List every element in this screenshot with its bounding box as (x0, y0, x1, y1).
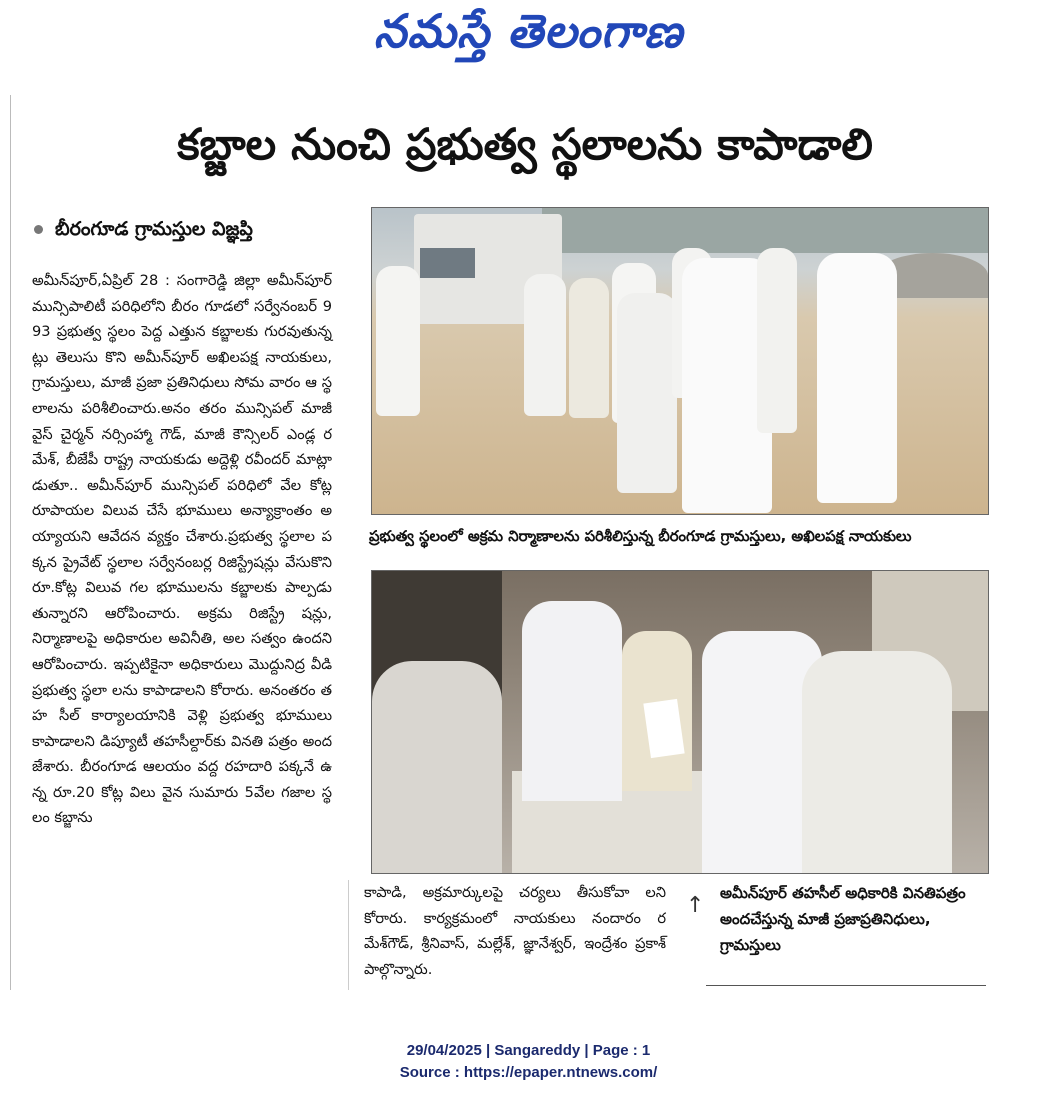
person (817, 253, 897, 503)
footer-date-line: 29/04/2025 | Sangareddy | Page : 1 (406, 1042, 651, 1059)
person (802, 651, 952, 873)
column-divider (348, 880, 349, 990)
building-background (542, 208, 988, 253)
kicker (34, 218, 354, 245)
masthead-logo: నమస్తే తెలంగాణ (373, 4, 684, 58)
site-inspection-photo (371, 207, 989, 515)
footer (0, 1040, 1057, 1084)
article-continuation: కాపాడి, అక్రమార్కులపై చర్యలు తీసుకోవా లని కోరారు. కార్యక్రమంలో నాయకులు నందారం రమేశ్‌గౌడ్, శ్రీనివాస్, మల్లేశ్, జ్ఞానేశ్వర్, ఇంద్రేశం ప్రకాశ్ పాల్గొన్నారు. (364, 884, 666, 978)
masthead (0, 0, 1057, 76)
bullet-icon (34, 225, 43, 234)
kicker-text: బీరంగూడ గ్రామస్తుల విజ్ఞప్తి (55, 218, 253, 240)
up-arrow-icon: ↑ (686, 893, 705, 918)
headline: కబ్జాల నుంచి ప్రభుత్వ స్థలాలను కాపాడాలి (177, 120, 873, 170)
photo2-caption: అమీన్‌పూర్ తహసీల్ అధికారికి వినతిపత్రం అందచేస్తున్న మాజీ ప్రజాప్రతినిధులు, గ్రామస్తులు (720, 884, 966, 954)
caption-rule (706, 985, 986, 986)
article-body: అమీన్‌పూర్,ఏప్రిల్ 28 : సంగారెడ్డి జిల్లా అమీన్‌పూర్ మున్సిపాలిటీ పరిధిలోని బీరం గూడలో సర్వేనంబర్ 993 ప్రభుత్వ స్థలం పెద్ద ఎత్తున కబ్జాలకు గురవుతున్నట్లు తెలుసు కొని అమీన్‌పూర్ అఖిలపక్ష నాయకులు, గ్రామస్తులు, మాజీ ప్రజా ప్రతినిధులు సోమ వారం ఆ స్థలాలను పరిశీలించారు.అనం తరం మున్సిపల్ మాజీ వైస్ చైర్మన్ నర్సింహ్మా గౌడ్, మాజీ కౌన్సిలర్ ఎండ్ల రమేశ్, బీజేపీ రాష్ట్ర నాయకుడు అద్దెళ్లి రవీందర్ మాట్లా డుతూ.. అమీన్‌పూర్ మున్సిపల్ పరిధిలో వేల కోట్ల రూపాయల విలువ చేసే భూములు అన్యాక్రాంతం అయ్యాయని ఆవేదన వ్యక్తం చేశారు.ప్రభుత్వ స్థలాల పక్కన ప్రైవేట్ స్థలాల సర్వేనంబర్ల రిజిస్ట్రేషన్లు వేసుకొని రూ.కోట్ల విలువ గల భూములను కబ్జాలకు పాల్పడు తున్నారని ఆరోపించారు. అక్రమ రిజిస్ట్రే షన్లు,నిర్మాణాలపై అధికారుల అవినీతి, అల సత్వం ఉందని ఆరోపించారు. ఇప్పటికైనా అధికారులు మొద్దునిద్ర వీడి ప్రభుత్వ స్థలా లను కాపాడాలని కోరారు. అనంతరం తహ సీల్ కార్యాలయానికి వెళ్లి ప్రభుత్వ భూములు కాపాడాలని డిప్యూటీ తహసీల్దార్‌కు వినతి పత్రం అందజేశారు. బీరంగూడ ఆలయం వద్ద రహదారి పక్కనే ఉన్న రూ.20 కోట్ల విలు వైన సుమారు 5వేల గజాల స్థలం కబ్జాను (32, 272, 332, 827)
person (757, 248, 797, 433)
column-rule (10, 95, 11, 990)
truck-cab (420, 248, 475, 278)
photo1-caption: ప్రభుత్వ స్థలంలో అక్రమ నిర్మాణాలను పరిశీలిస్తున్న బీరంగూడ గ్రామస్తులు, అఖిలపక్ష నాయకులు (369, 528, 912, 545)
person (372, 661, 502, 873)
person (524, 274, 566, 416)
footer-source-line: Source : https://epaper.ntnews.com/ (399, 1064, 658, 1081)
memorandum-photo (371, 570, 989, 874)
person (569, 278, 609, 418)
person (376, 266, 420, 416)
person (522, 601, 622, 801)
person (617, 293, 677, 493)
